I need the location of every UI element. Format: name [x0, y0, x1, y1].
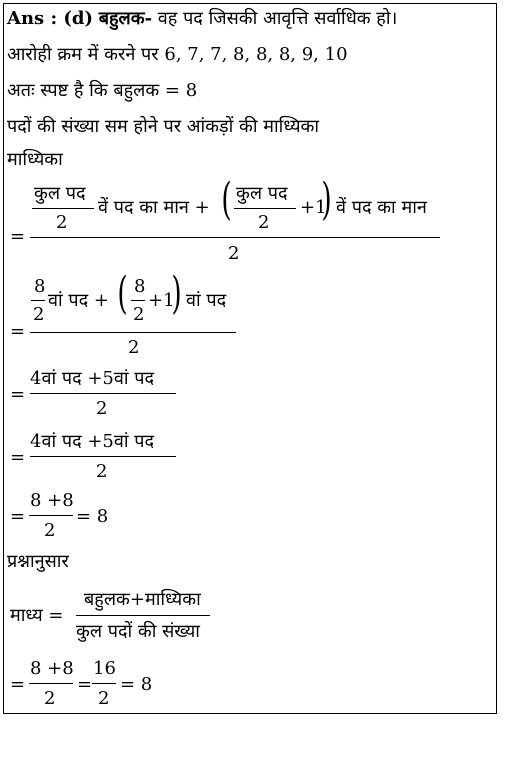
answer-label: Ans : (d) [7, 8, 93, 29]
left-paren: ( [221, 174, 232, 225]
equals-sign: = [10, 226, 26, 247]
equals-sign: = [10, 384, 26, 405]
equals-sign: = [10, 506, 26, 527]
ascending-order-line: आरोही क्रम में करने पर 6, 7, 7, 8, 8, 8, 9, 10 [7, 44, 348, 65]
median-rule-line: पदों की संख्या सम होने पर आंकड़ों की माध्यिका [7, 116, 320, 137]
fraction-bar [76, 615, 210, 616]
median-heading: माध्यिका [7, 149, 63, 170]
fraction-denominator: 2 [133, 304, 145, 325]
fraction-denominator: 2 [96, 461, 108, 482]
term-text: वां पद [186, 290, 227, 311]
fraction-numerator: बहुलक+माध्यिका [84, 589, 201, 610]
fraction-denominator: 2 [44, 688, 56, 709]
plus-one: +1 [300, 197, 327, 218]
fraction-bar [92, 683, 116, 684]
fraction-bar [31, 300, 45, 301]
mode-term: बहुलक- [98, 8, 153, 29]
equals-sign: = [77, 674, 93, 695]
fraction-denominator: कुल पदों की संख्या [76, 621, 200, 642]
fraction-bar [30, 393, 176, 394]
equals-sign: = [10, 674, 26, 695]
main-denominator: 2 [128, 337, 140, 358]
fraction-numerator: 4वां पद +5वां पद [30, 431, 155, 452]
fraction-bar [131, 300, 145, 301]
equals-sign: = [10, 321, 26, 342]
right-paren: ) [171, 268, 182, 319]
fraction-numerator: 8 +8 [30, 490, 74, 511]
fraction-denominator: 2 [33, 304, 45, 325]
term-text: वें पद का मान [336, 197, 427, 218]
fraction-bar [29, 683, 73, 684]
main-denominator: 2 [228, 243, 240, 264]
fraction-denominator: 2 [56, 212, 68, 233]
fraction-denominator: 2 [44, 520, 56, 541]
fraction-numerator: कुल पद [236, 183, 288, 204]
term-text: वां पद + [48, 290, 109, 311]
result-value: = 8 [120, 674, 153, 695]
mode-definition: वह पद जिसकी आवृत्ति सर्वाधिक हो। [152, 8, 398, 29]
fraction-numerator: कुल पद [34, 183, 86, 204]
fraction-bar [234, 208, 296, 209]
main-fraction-bar [30, 332, 236, 333]
fraction-numerator: 8 [134, 276, 146, 297]
fraction-numerator: 4वां पद +5वां पद [30, 368, 155, 389]
fraction-numerator: 8 +8 [30, 658, 74, 679]
equals-sign: = [10, 447, 26, 468]
answer-box [3, 3, 497, 714]
right-paren: ) [321, 174, 332, 225]
fraction-denominator: 2 [258, 212, 270, 233]
result-value: = 8 [76, 506, 109, 527]
fraction-denominator: 2 [98, 688, 110, 709]
answer-line [7, 10, 397, 28]
fraction-numerator: 16 [93, 658, 116, 679]
fraction-denominator: 2 [96, 398, 108, 419]
fraction-bar [29, 515, 73, 516]
left-paren: ( [117, 268, 128, 319]
mean-lhs: माध्य = [10, 605, 64, 626]
plus-one: +1 [148, 290, 175, 311]
fraction-bar [30, 456, 176, 457]
according-to-question-heading: प्रश्नानुसार [7, 551, 69, 572]
fraction-numerator: 8 [34, 276, 46, 297]
main-fraction-bar [30, 237, 440, 238]
fraction-bar [32, 208, 94, 209]
mode-result-line: अतः स्पष्ट है कि बहुलक = 8 [7, 80, 198, 101]
term-text: वें पद का मान + [98, 197, 210, 218]
